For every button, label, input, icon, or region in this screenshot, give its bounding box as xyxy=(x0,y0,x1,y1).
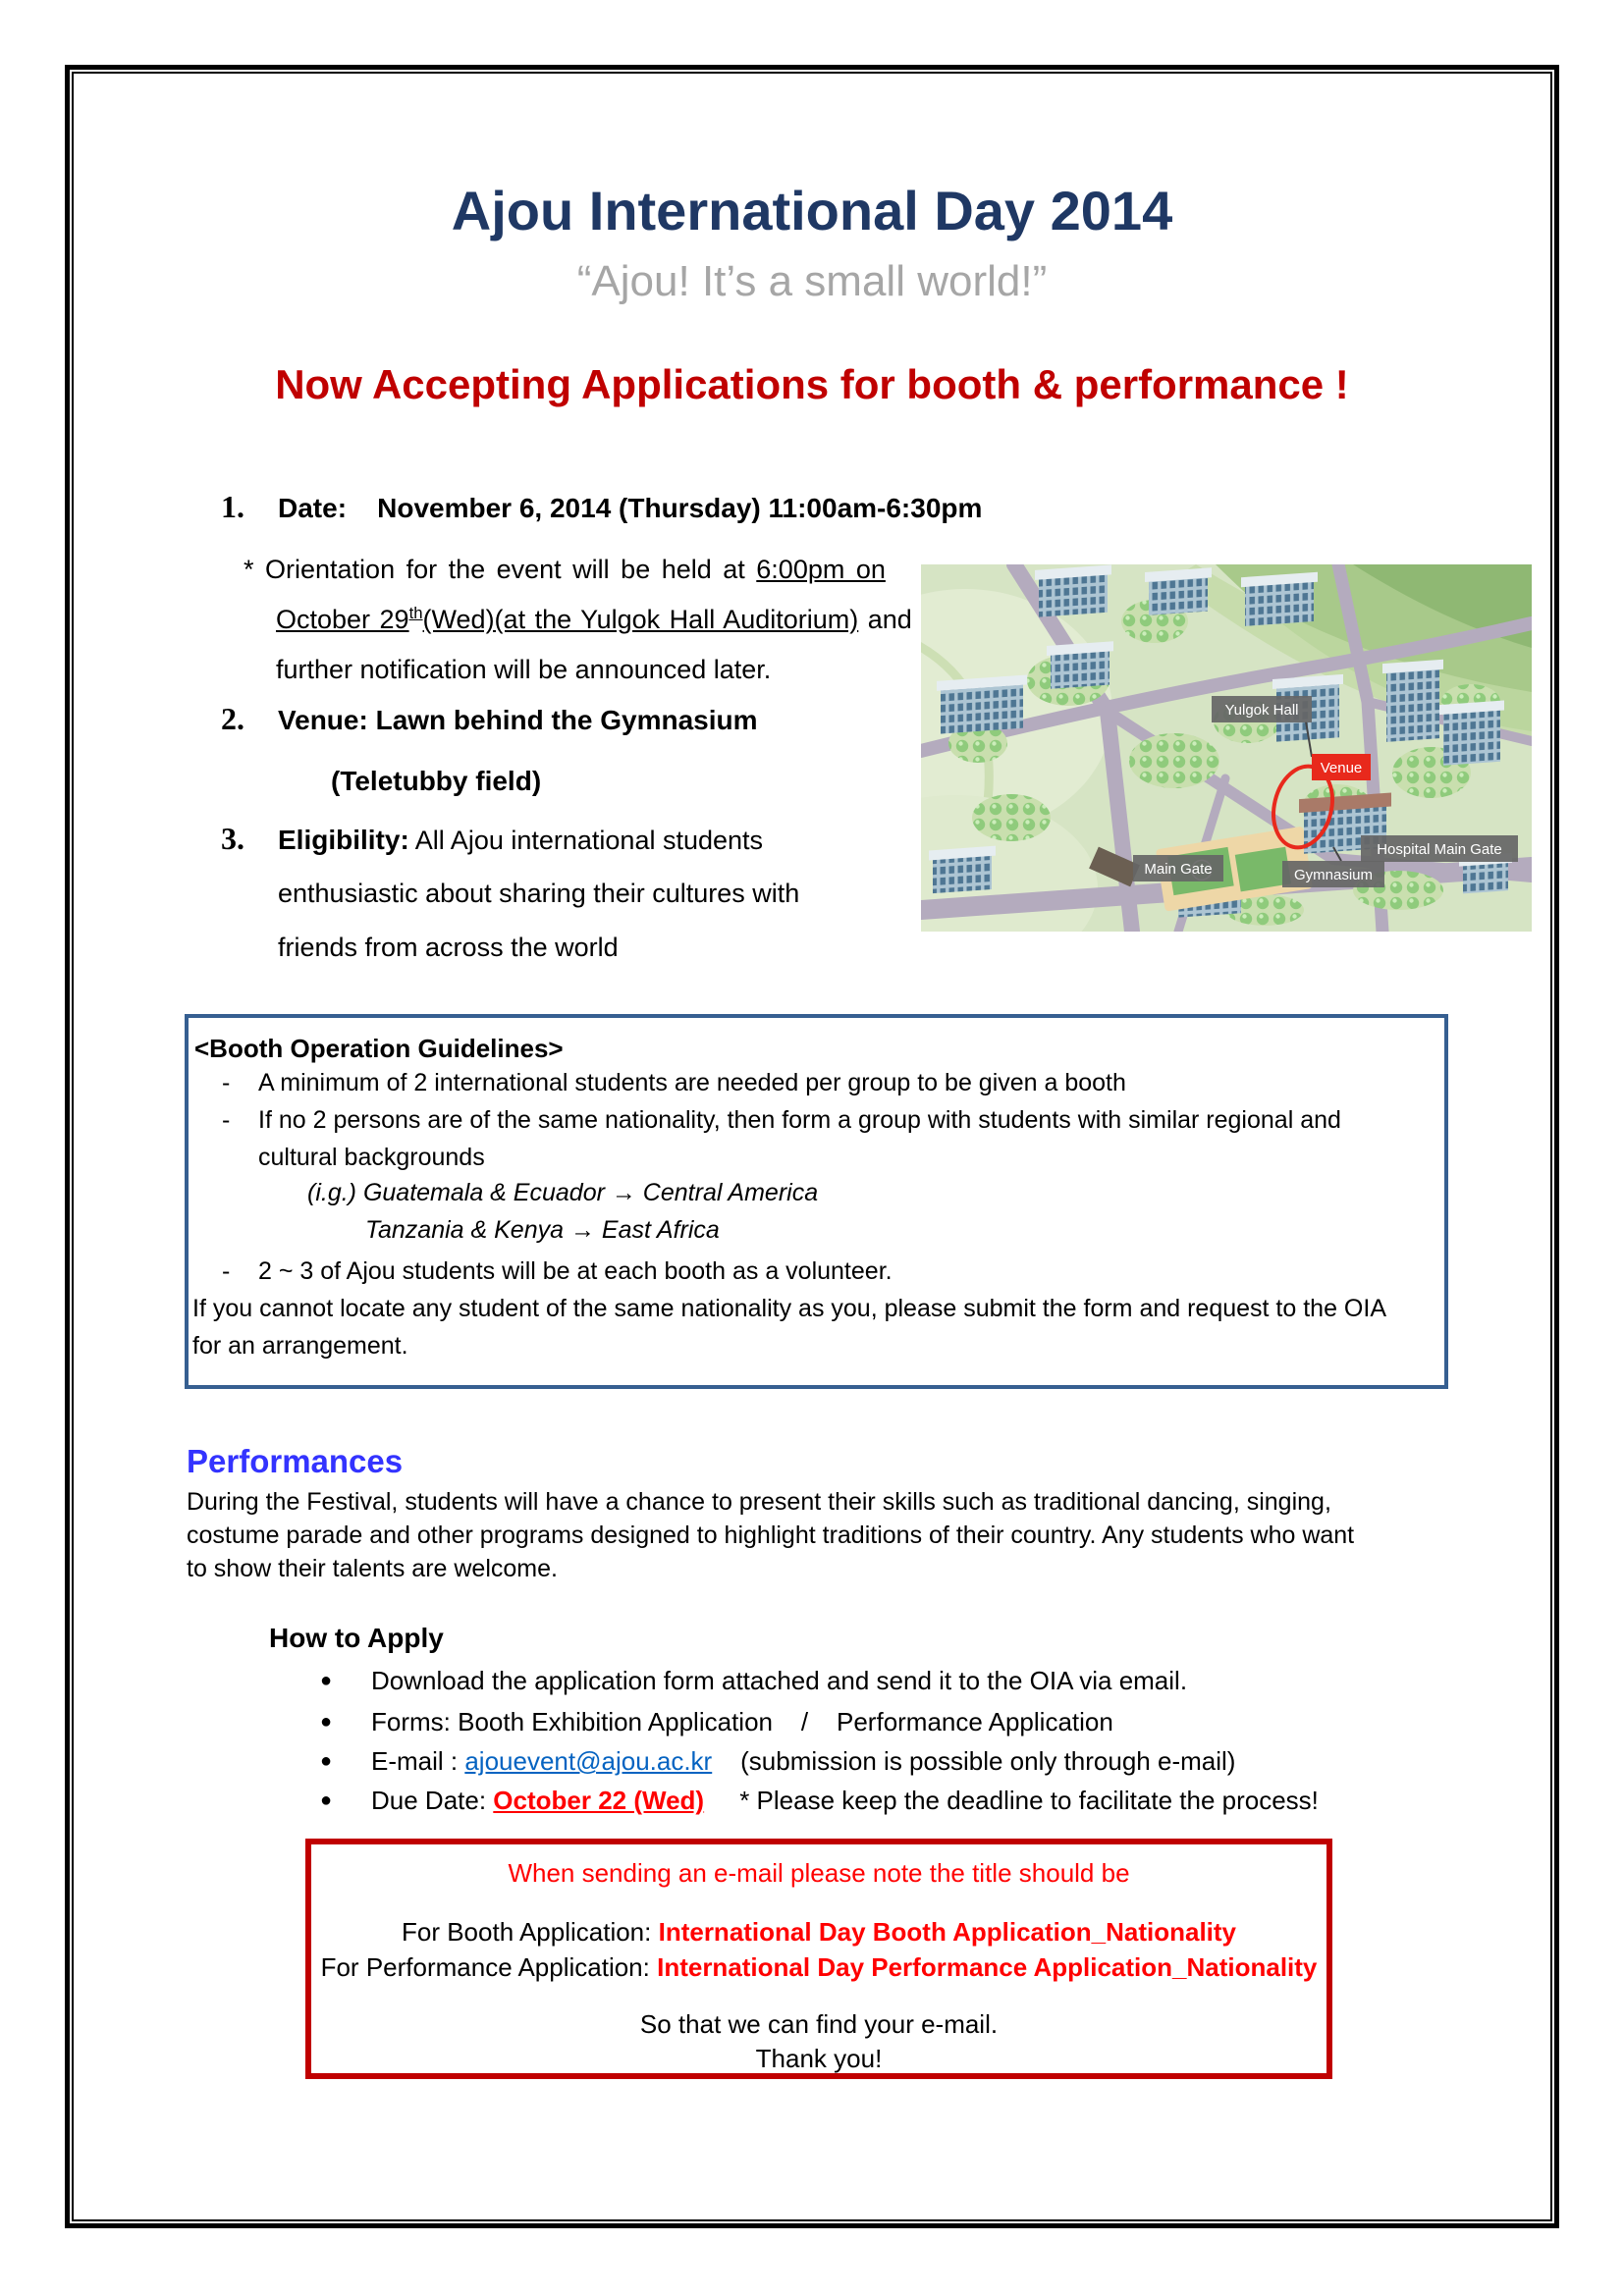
guidelines-title: <Booth Operation Guidelines> xyxy=(194,1034,564,1063)
page-subtitle: “Ajou! It’s a small world!” xyxy=(576,257,1048,305)
orientation-note-line-2 xyxy=(276,604,912,635)
call-to-action-heading: Now Accepting Applications for booth & performance ! xyxy=(275,361,1349,407)
performances-line-2: costume parade and other programs designed to highlight traditions of their country. Any students who want xyxy=(187,1522,1355,1549)
performances-line-3: to show their talents are welcome. xyxy=(187,1555,558,1582)
performances-line-1: During the Festival, students will have a chance to present their skills such as traditional dancing, singing, xyxy=(187,1488,1331,1516)
orientation-note-text: * Orientation for the event will be held at xyxy=(244,555,757,584)
how-to-apply-heading: How to Apply xyxy=(269,1623,444,1653)
dash-bullet: - xyxy=(222,1257,231,1285)
svg-text:Venue: Venue xyxy=(1320,760,1363,776)
eligibility-text: All Ajou international students xyxy=(408,826,764,855)
apply-step-download: Download the application form attached and send it to the OIA via email. xyxy=(371,1666,1188,1695)
eligibility-line-1 xyxy=(278,825,763,856)
list-number-1: 1. xyxy=(221,489,244,524)
map-label-hospital-main-gate xyxy=(1361,835,1518,862)
apply-step-email xyxy=(371,1746,1235,1777)
due-date-value: October 22 (Wed) xyxy=(493,1786,705,1815)
list-number-2: 2. xyxy=(221,701,244,736)
booth-application-value: International Day Booth Application_Nationality xyxy=(658,1917,1237,1947)
bullet-dot-icon: ● xyxy=(320,1750,333,1772)
eligibility-line-3: friends from across the world xyxy=(278,933,619,962)
guideline-3: 2 ~ 3 of Ajou students will be at each booth as a volunteer. xyxy=(258,1257,893,1285)
performance-application-value: International Day Performance Application_Nationality xyxy=(657,1952,1318,1982)
email-box-closing-2: Thank you! xyxy=(755,2044,883,2073)
svg-text:Hospital Main Gate: Hospital Main Gate xyxy=(1377,841,1502,858)
svg-text:Gymnasium: Gymnasium xyxy=(1293,867,1374,883)
venue-subline: (Teletubby field) xyxy=(331,766,542,796)
guidelines-footer-line-1: If you cannot locate any student of the same nationality as you, please submit the form and request to the OIA xyxy=(192,1295,1386,1322)
booth-application-title-line xyxy=(311,1917,1326,1948)
guidelines-footer-line-2: for an arrangement. xyxy=(192,1332,408,1360)
svg-text:Yulgok Hall: Yulgok Hall xyxy=(1224,702,1299,719)
guideline-2-line-2: cultural backgrounds xyxy=(258,1144,485,1171)
apply-step-due-date xyxy=(371,1786,1319,1816)
orientation-place-underlined: (Wed)(at the Yulgok Hall Auditorium) xyxy=(422,605,859,634)
orientation-note-and: and xyxy=(858,605,912,634)
guideline-example-2: Tanzania & Kenya → East Africa xyxy=(365,1216,720,1244)
ordinal-suffix: th xyxy=(408,604,423,622)
svg-text:Main Gate: Main Gate xyxy=(1144,861,1213,878)
guideline-1: A minimum of 2 international students are needed per group to be given a booth xyxy=(258,1069,1126,1096)
orientation-date-underlined: October 29 xyxy=(276,605,409,634)
orientation-note-line-3: further notification will be announced later. xyxy=(276,655,772,684)
campus-map-image xyxy=(921,564,1532,932)
guideline-example-1: (i.g.) Guatemala & Ecuador → Central America xyxy=(307,1179,819,1206)
orientation-time-underlined: 6:00pm on xyxy=(756,555,886,584)
date-line: Date: November 6, 2014 (Thursday) 11:00am-6:30pm xyxy=(278,493,983,523)
booth-application-label: For Booth Application: xyxy=(401,1917,659,1947)
email-label: E-mail : xyxy=(371,1746,465,1776)
bullet-dot-icon: ● xyxy=(320,1711,333,1733)
email-note: (submission is possible only through e-mail) xyxy=(712,1746,1236,1776)
orientation-note-line-1 xyxy=(244,555,886,585)
map-label-main-gate xyxy=(1133,855,1223,881)
apply-step-forms: Forms: Booth Exhibition Application / Performance Application xyxy=(371,1707,1113,1736)
email-title-box xyxy=(305,1839,1332,2079)
bullet-dot-icon: ● xyxy=(320,1789,333,1811)
email-box-intro: When sending an e-mail please note the title should be xyxy=(508,1858,1130,1888)
email-box-closing-1: So that we can find your e-mail. xyxy=(639,2009,999,2039)
dash-bullet: - xyxy=(222,1069,231,1096)
due-date-label: Due Date: xyxy=(371,1786,494,1815)
performance-application-label: For Performance Application: xyxy=(320,1952,658,1982)
due-date-note: * Please keep the deadline to facilitate the process! xyxy=(704,1786,1319,1815)
venue-line: Venue: Lawn behind the Gymnasium xyxy=(278,705,758,735)
performance-application-title-line xyxy=(311,1952,1326,1983)
dash-bullet: - xyxy=(222,1106,231,1134)
map-label-gymnasium xyxy=(1282,861,1384,887)
map-label-yulgok-hall xyxy=(1212,696,1312,722)
booth-guidelines-box xyxy=(185,1014,1448,1389)
bullet-dot-icon: ● xyxy=(320,1670,333,1691)
eligibility-line-2: enthusiastic about sharing their cultures with xyxy=(278,879,800,908)
list-number-3: 3. xyxy=(221,821,244,856)
performances-heading: Performances xyxy=(187,1443,404,1479)
guideline-2-line-1: If no 2 persons are of the same nationality, then form a group with students with similar regional and xyxy=(258,1106,1341,1134)
page-title: Ajou International Day 2014 xyxy=(451,180,1173,241)
eligibility-label: Eligibility: xyxy=(278,825,409,855)
email-link[interactable]: ajouevent@ajou.ac.kr xyxy=(464,1746,713,1776)
map-label-venue xyxy=(1312,754,1371,780)
